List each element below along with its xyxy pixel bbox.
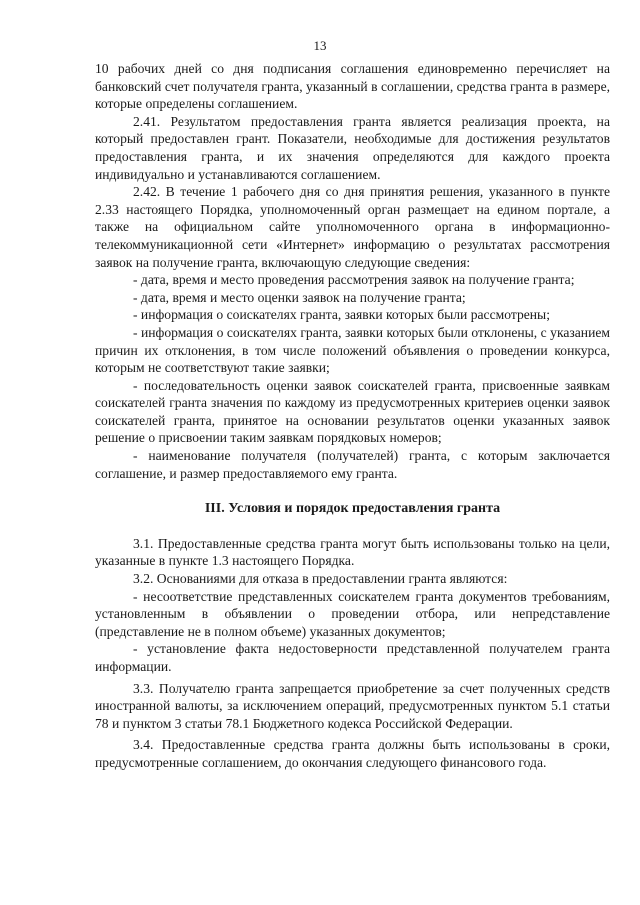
list-item: - информация о соискателях гранта, заявки которых были отклонены, с указанием причин их отклонения, в том числе положений объявления о проведении конкурса, которым не соответствуют такие заявки;	[95, 324, 610, 376]
paragraph-3-3: 3.3. Получателю гранта запрещается приобретение за счет полученных средств иностранной валюты, за исключением операций, предусмотренных пунктом 5.1 статьи 78 и пунктом 3 статьи 78.1 Бюджетного кодекса Российской Федерации.	[95, 680, 610, 731]
list-item: - последовательность оценки заявок соискателей гранта, присвоенные заявкам соискателей гранта значения по каждому из предусмотренных критериев оценки заявок соискателей гранта, принятое на основании результатов оценки указанных заявок решение о присвоении таким заявкам порядковых номеров;	[95, 377, 610, 446]
section-heading: III. Условия и порядок предоставления гранта	[204, 501, 501, 517]
paragraph-3-4: 3.4. Предоставленные средства гранта должны быть использованы в сроки, предусмотренные соглашением, до окончания следующего финансового года.	[95, 737, 610, 770]
list-item: - несоответствие представленных соискателем гранта документов требованиям, установленным в объявлении о проведении отбора, или непредставление (представление не в полном объеме) указанных документов;	[95, 588, 610, 639]
paragraph-3-1: 3.1. Предоставленные средства гранта могут быть использованы только на цели, указанные в пункте 1.3 настоящего Порядка.	[95, 535, 610, 569]
document-body	[95, 60, 610, 772]
list-item: - наименование получателя (получателей) гранта, с которым заключается соглашение, и размер предоставляемого ему гранта.	[95, 448, 610, 481]
list-item: - дата, время и место оценки заявок на получение гранта;	[133, 289, 466, 305]
list-item: - установление факта недостоверности представленной получателем гранта информации.	[95, 641, 610, 674]
page-number: 13	[313, 38, 327, 53]
list-item: - дата, время и место проведения рассмотрения заявок на получение гранта;	[133, 272, 575, 288]
paragraph-2-41: 2.41. Результатом предоставления гранта является реализация проекта, на который предоставлен грант. Показатели, необходимые для достижения результатов предоставления гранта, и их значения определяются для каждого проекта индивидуально и устанавливаются соглашением.	[95, 113, 610, 182]
paragraph-continuation: 10 рабочих дней со дня подписания соглашения единовременно перечисляет на банковский счет получателя гранта, указанный в соглашении, средства гранта в размере, которые определены соглашением.	[95, 61, 610, 112]
paragraph-3-2: 3.2. Основаниями для отказа в предоставлении гранта являются:	[133, 571, 508, 587]
paragraph-2-42: 2.42. В течение 1 рабочего дня со дня принятия решения, указанного в пункте 2.33 настоящего Порядка, уполномоченный орган размещает на едином портале, а также на официальном сайте уполномоченного органа в информационно-телекоммуникационной сети «Интернет» информацию о результатах рассмотрения заявок на получение гранта, включающую следующие сведения:	[95, 184, 610, 270]
list-item: - информация о соискателях гранта, заявки которых были рассмотрены;	[133, 307, 550, 323]
